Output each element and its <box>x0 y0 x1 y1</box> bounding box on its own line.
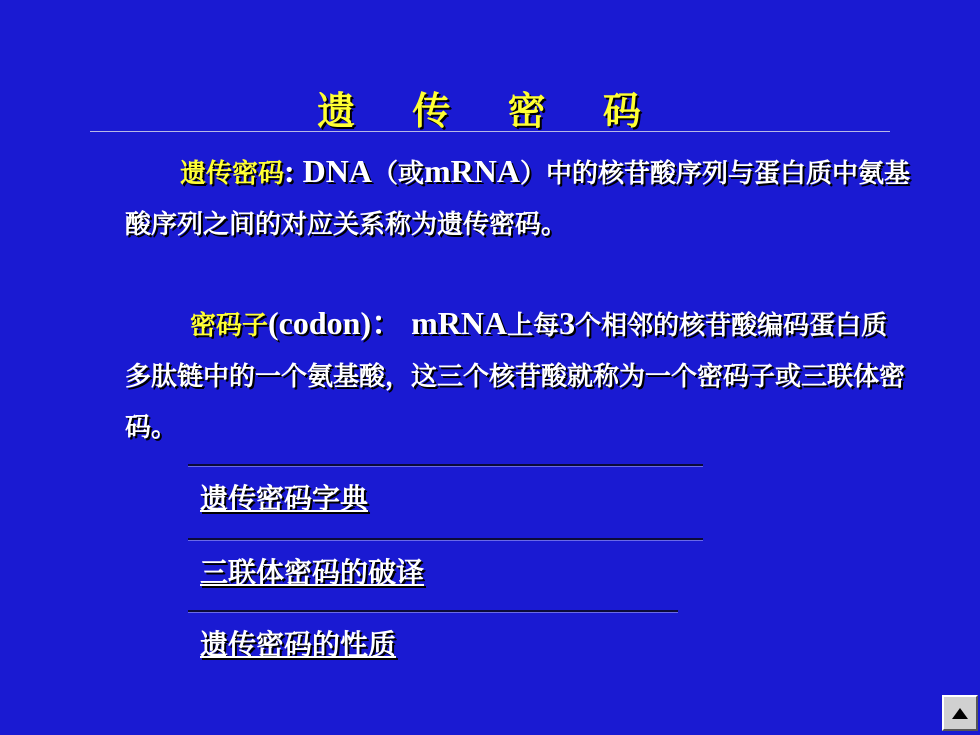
definition-genetic-code <box>125 146 910 251</box>
slide-title: 遗 传 密 码 <box>317 89 663 133</box>
triangle-up-icon <box>952 708 968 719</box>
nav-up-button[interactable] <box>942 695 978 731</box>
p1-mrna: mRNA <box>424 153 520 189</box>
definition-codon <box>125 298 910 454</box>
link-genetic-code-properties[interactable]: 遗传密码的性质 <box>200 628 397 661</box>
link-triplet-code-deciphering[interactable]: 三联体密码的破译 <box>200 556 425 589</box>
link-divider-2 <box>188 538 703 540</box>
p2-text-a: 上每 <box>507 311 560 341</box>
p1-text-b: ）中的核苷酸序列与蛋白质中氨基酸序列之间的对应关系称为遗传密码。 <box>125 159 911 240</box>
p1-colon: : <box>284 153 303 189</box>
term-genetic-code: 遗传密码 <box>180 159 285 189</box>
p1-text-a: （或 <box>372 159 425 189</box>
link-divider-1 <box>188 464 703 466</box>
p2-number: 3 <box>559 305 576 341</box>
p1-dna: DNA <box>302 153 372 189</box>
title-divider <box>90 131 890 132</box>
p2-text-b: 个相邻的核苷酸编码蛋白质多肽链中的一个氨基酸，这三个核苷酸就称为一个密码子或三联体密码。 <box>125 311 906 443</box>
p2-codon-latin: (codon)： mRNA <box>268 305 508 341</box>
link-divider-3 <box>188 610 678 612</box>
link-codon-dictionary[interactable]: 遗传密码字典 <box>200 482 369 515</box>
term-codon: 密码子 <box>190 311 269 341</box>
